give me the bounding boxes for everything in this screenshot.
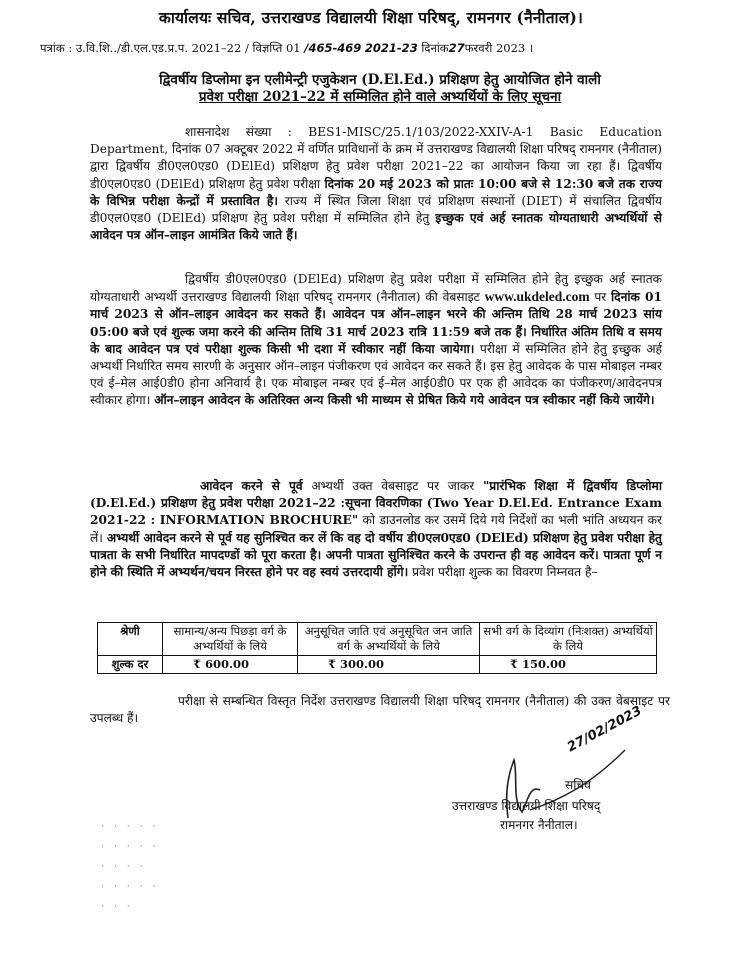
- website-link[interactable]: www.ukdeled.com: [484, 289, 590, 305]
- signatory-title: सचिव: [565, 778, 591, 792]
- fee-table-row: [98, 656, 657, 674]
- para3-before-apply: आवेदन करने से पूर्व: [200, 479, 303, 493]
- faint-scan-mark: · · · · ·: [100, 842, 158, 852]
- para2-text-2: पर: [589, 290, 611, 305]
- para3-text-3: प्रवेश परीक्षा शुल्क का विवरण निम्नवत है–: [408, 565, 598, 580]
- para2-text-3: परीक्षा में सम्मिलित होने हेतु इच्छुक अर्ह अभ्यर्थी निर्धारित समय सारणी के अनुसार ऑन–लाइन पंजीकरण एवं आवेदन कर सकते हैं। इस हेतु आवेदक के पास मोबाइल नम्बर एवं ई–मेल आई0डी0 होना अनिवार्य है। एक मोबाइल नम्बर एवं ई–मेल आई0डी0 पर एक ही आवेदक का पंजीकरण/आवेदनपत्र स्वीकार होगा।: [90, 341, 662, 408]
- para1-text: शासनादेश संख्या : BES1-MISC/25.1/103/2022-XXIV-A-1 Basic Education Department, दिनांक 07 अक्टूबर 2022 में वर्णित प्राविधानों के क्रम में उत्तराखण्ड विद्यालयी शिक्षा परिषद् रामनगर (नैनीताल) द्वारा द्विवर्षीय डी0एल0एड0 (DElEd) प्रशिक्षण हेतु प्रवेश परीक्षा 2021–22 का आयोजन किया जा रहा हैं। द्विवर्षीय डी0एल0एड0 (DElEd) प्रशिक्षण हेतु प्रवेश परीक्षा: [90, 125, 662, 191]
- para3-text: अभ्यर्थी उक्त वेबसाइट पर जाकर: [302, 479, 483, 493]
- paragraph-brochure: [90, 478, 662, 581]
- paragraph-exam-announcement: [90, 124, 662, 244]
- para3-brochure-title: "प्रारंभिक शिक्षा में द्विवर्षीय डिप्लोमा (D.El.Ed.) प्रशिक्षण हेतु प्रवेश परीक्षा 2021–22 :सूचना विवरणिका (Two Year D.El.Ed. Entrance Exam 2021-22 : INFORMATION BROCHURE": [90, 479, 662, 528]
- faint-scan-mark: · · ·: [100, 902, 133, 912]
- paragraph-instructions: [90, 693, 670, 727]
- faint-scan-mark: · · · · ·: [100, 822, 158, 832]
- handwritten-signature-date: 27/02/2023: [565, 703, 645, 756]
- faint-scan-mark: · · · · ·: [100, 882, 158, 892]
- handwritten-letter-number: /465-469: [304, 41, 362, 55]
- fee-divyang: ₹ 150.00: [480, 656, 657, 674]
- date-label: दिनांक: [421, 41, 449, 55]
- subject-line-1: द्विवर्षीय डिप्लोमा इन एलीमेन्ट्री एजुकेशन (D.El.Ed.) प्रशिक्षण हेतु आयोजित होने वाली: [159, 72, 601, 88]
- fee-column-general: सामान्य/अन्य पिछड़ा वर्ग के अभ्यर्थियों के लिये: [163, 623, 298, 656]
- fee-column-sc-st: अनुसूचित जाति एवं अनुसूचित जन जाति वर्ग के अभ्यर्थियों के लिये: [298, 623, 480, 656]
- para3-eligibility: अभ्यर्थी आवेदन करने से पूर्व यह सुनिश्चित कर लें कि वह दो वर्षीय डी0एल0एड0 (DElEd) प्रशिक्षण हेतु प्रवेश परीक्षा हेतु पात्रता के सभी निर्धारित मापदण्डों को पूरा करता है। अपनी पात्रता सुनिश्चित करने के उपरान्त ही वह आवेदन करें। पात्रता पूर्ण न होने की स्थिति में अभ्यर्थन/चयन निरस्त होने पर वह स्वयं उत्तरदायी होंगे।: [90, 530, 662, 580]
- para3-text-2: को डाउनलोड कर उसमें दिये गये निर्देशों का भली भांति अध्ययन कर लें।: [90, 513, 662, 545]
- faint-scan-mark: · · · ·: [100, 862, 145, 872]
- para1-text-2: राज्य में स्थित जिला शिक्षा एवं प्रशिक्षण संस्थानों (DIET) में संचालित द्विवर्षीय डी0एल0एड0 (DElEd) प्रशिक्षण हेतु प्रवेश परीक्षा में सम्मिलित होने हेतु: [90, 193, 662, 226]
- para1-invitation: इच्छुक एवं अर्ह स्नातक योग्यताधारी अभ्यर्थियों से आवेदन पत्र ऑन–लाइन आमंत्रित किये जाते हैं।: [90, 211, 662, 243]
- subject-line-2: प्रवेश परीक्षा 2021–22 में सम्मिलित होने वाले अभ्यर्थियों के लिए सूचना: [198, 89, 562, 105]
- fee-row-label: शुल्क दर: [98, 656, 163, 674]
- letter-reference: [40, 41, 533, 56]
- handwritten-day: 27: [448, 41, 465, 55]
- fee-table-header-row: [98, 623, 657, 656]
- fee-sc-st: ₹ 300.00: [298, 656, 480, 674]
- para1-exam-date: दिनांक 20 मई 2023 को प्रातः 10:00 बजे से 12:30 बजे तक राज्य के विभिन्न परीक्षा केन्द्रों में प्रस्तावित है।: [90, 176, 662, 208]
- category-label: श्रेणी: [98, 623, 163, 656]
- fee-general: ₹ 600.00: [163, 656, 298, 674]
- signatory-organisation: उत्तराखण्ड विद्यालयी शिक्षा परिषद्: [452, 799, 601, 813]
- date-rest: फरवरी 2023 ।: [464, 41, 534, 55]
- letter-number: पत्रांक : उ.वि.शि../डी.एल.एड.प्र.प. 2021–22 / विज्ञप्ति 01: [40, 41, 301, 55]
- fee-column-divyang: सभी वर्ग के दिव्यांग (निःशक्त) अभ्यर्थियों के लिये: [480, 623, 657, 656]
- signatory-place: रामनगर नैनीताल।: [500, 818, 578, 832]
- para2-rejection-note: ऑन–लाइन आवेदन के अतिरिक्त अन्य किसी भी माध्यम से प्रेषित किये गये आवेदन पत्र स्वीकार नहीं किये जायेंगे।: [154, 393, 655, 408]
- handwritten-year: 2021-23: [364, 41, 418, 55]
- fee-table: [97, 622, 657, 674]
- office-heading: कार्यालयः सचिव, उत्तराखण्ड विद्यालयी शिक्षा परिषद्, रामनगर (नैनीताल)।: [158, 8, 584, 27]
- paragraph-online-application: [90, 271, 662, 410]
- para2-deadlines: दिनांक 01 मार्च 2023 से ऑन–लाइन आवेदन कर सकते हैं। आवेदन पत्र ऑन–लाइन भरने की अन्तिम तिथि 28 मार्च 2023 सांय 05:00 बजे एवं शुल्क जमा करने की अन्तिम तिथि 31 मार्च 2023 रात्रि 11:59 बजे तक हैं। निर्धारित अंतिम तिथि व समय के बाद आवेदन पत्र एवं परीक्षा शुल्क किसी भी दशा में स्वीकार नहीं किया जायेगा।: [90, 290, 662, 356]
- para4-text: परीक्षा से सम्बन्धित विस्तृत निर्देश उत्तराखण्ड विद्यालयी शिक्षा परिषद् रामनगर (नैनीताल) की उक्त वेबसाइट पर उपलब्ध हैं।: [90, 694, 670, 726]
- para2-text: द्विवर्षीय डी0एल0एड0 (DElEd) प्रशिक्षण हेतु प्रवेश परीक्षा में सम्मिलित होने हेतु इच्छुक अर्ह स्नातक योग्यताधारी अभ्यर्थी उत्तराखण्ड विद्यालयी शिक्षा परिषद् रामनगर (नैनीताल) की वेबसाइट: [90, 272, 662, 305]
- subject-heading: [60, 72, 700, 106]
